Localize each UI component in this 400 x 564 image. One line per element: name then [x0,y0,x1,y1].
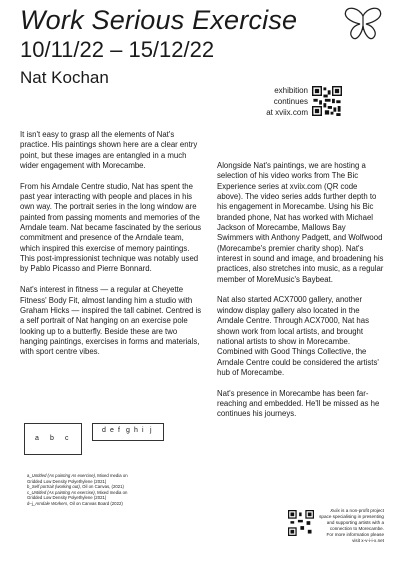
caption-line: Gridded Low Density Polyethylene (2021) [27,495,107,501]
paragraph: Alongside Nat's paintings, we are hosting a selection of his video works from The Bic Experience series at xviix.com (QR code above). The video series adds further depth to his engagement in Morecambe. Using his Bic branded phone, Nat has worked with Michael Jackson of Morecambe, Mallows Bay Swimmers with Anthony Padgett, and Wolfwood (Morecambe's premier charity shop). Nat's interest in sound and image, and broadening his practices, also stretches into music, as a regular member of MoreMusic's Baybeat. [217,161,384,284]
exhibition-dates: 10/11/22 – 15/12/22 [20,37,215,62]
caption-line: c_Untitled (As painting As exercise), Mixed media on [27,489,128,495]
key-letter: e [110,427,114,434]
paragraph: Nat's presence in Morecambe has been far-reaching and embedded. He'll be missed as he continues his journeys. [217,388,380,419]
key-letter: i [142,427,144,434]
key-letter: d [102,427,106,434]
key-letter: j [150,427,152,434]
artwork-key-box-abc [24,423,82,455]
organisation-footer: Xviix is a non-profit project space specialising in presenting and supporting artists with a connection to Morecambe. For more information please visit x-v-i-i-x.net [319,508,384,543]
artwork-captions [27,473,187,507]
caption-line: b_Self portrait (working out), Oil on Canvas, (2021) [27,484,124,490]
key-letter: f [118,427,120,434]
caption-line: a_Untitled (As painting As exercise), Mixed media on [27,473,128,478]
butterfly-icon [343,6,383,42]
right-text-column [217,161,384,430]
exhibition-title: Work Serious Exercise [20,5,298,35]
paragraph: From his Arndale Centre studio, Nat has spent the past year interacting with people and places in his own way. The portrait series in the long window are painted from passing moments and memories of the Arndale team. Nat became fascinated by the serious commitment and presence of the Arndale team, which inspired this exercise of memory paintings. This post-impressionist technique was notably used by Pablo Picasso and Pierre Bonnard. [20,181,202,274]
key-letter: h [134,427,138,434]
caption-line: Gridded Low Density Polyethylene (2021) [27,478,107,484]
left-text-column [20,130,205,368]
qr-code-small-icon[interactable] [288,510,314,536]
paragraph: It isn't easy to grasp all the elements of Nat's practice. His paintings shown here are a clear entry point, but these images are entangled in a much wider engagement with Morecambe. [20,130,198,171]
paragraph: Nat also started ACX7000 gallery, another window display gallery also located in the Arndale Centre. Through ACX7000, Nat has shown work from local artists, and brought national artists to show in Morecambe. Combined with Good Things Collective, the Arndale Centre could be considered the artists' hub of Morecambe. [217,295,379,377]
key-letter: a [35,435,39,442]
key-letter: b [50,435,54,442]
paragraph: Nat's interest in fitness — a regular at Cheyette Fitness' Body Fit, almost landing him a studio with Graham Hicks — inspired the tall cabinet. Centred is a self portrait of Nat hanging on an exercise pole looking up to a butterfly. Beside these are two hanging paintings, exercises in forms and materials, with sport centre vibes. [20,285,202,357]
artist-name: Nat Kochan [20,68,109,87]
key-letter: g [126,427,130,434]
key-letter: c [65,435,69,442]
caption-line: d–j_Arndale Workers, Oil on Canvas Board (2022) [27,500,123,506]
artwork-key-box-dj [92,423,164,441]
exhibition-continues-note: exhibition continues at xviix.com [266,86,308,117]
qr-code-icon[interactable] [312,86,342,116]
